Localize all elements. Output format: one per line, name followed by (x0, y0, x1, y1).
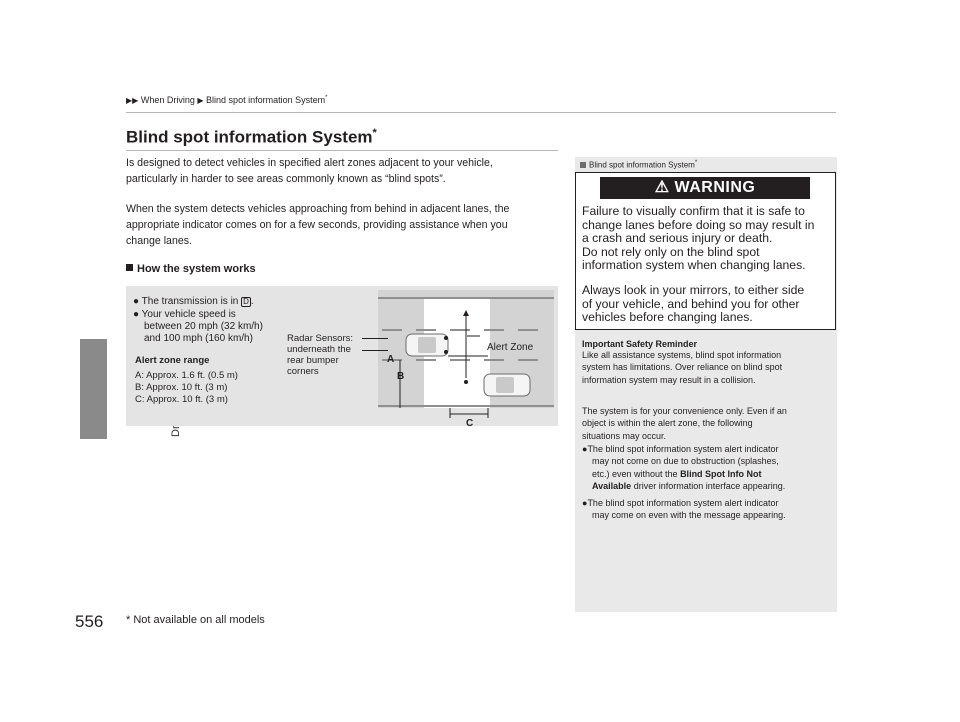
radar-sensor-label (287, 333, 353, 377)
condition-1 (133, 296, 254, 308)
bullet-dot-icon: ● (582, 498, 588, 508)
sensor-dot (444, 336, 448, 340)
sensor-dot (444, 350, 448, 354)
sidebar-bullet-1 (582, 443, 832, 493)
alert-range-c: C: Approx. 10 ft. (3 m) (135, 394, 228, 405)
bullet-line: etc.) even without the (592, 468, 681, 479)
breadcrumb-level1[interactable]: When Driving (140, 95, 195, 105)
breadcrumb-arrow-icon: ▶▶ (126, 96, 139, 105)
radar-label-line: Radar Sensors: (287, 333, 354, 344)
section-tab (80, 339, 107, 439)
alert-range-heading: Alert zone range (135, 355, 210, 366)
radar-label-line: corners (287, 366, 319, 377)
condition-2 (133, 309, 263, 345)
warning-line: Always look in your mirrors, to either side (582, 283, 805, 297)
radar-label-line: rear bumper (287, 355, 339, 366)
intro-paragraph-1 (126, 155, 556, 187)
approaching-car (484, 374, 530, 396)
breadcrumb (126, 95, 327, 105)
radar-leader-line (362, 350, 388, 351)
warning-text-2 (582, 284, 832, 325)
warning-line: vehicles before changing lanes. (582, 310, 753, 324)
sidebar-reference (580, 160, 697, 170)
para-line: situations may occur. (582, 430, 667, 441)
alert-range (135, 355, 238, 406)
alert-range-a: A: Approx. 1.6 ft. (0.5 m) (135, 370, 238, 381)
intro-line: appropriate indicator comes on for a few seconds, providing assistance when you (126, 219, 508, 231)
breadcrumb-arrow-icon: ▶ (197, 96, 204, 105)
subheading-text: How the system works (137, 263, 256, 275)
warning-line: a crash and serious injury or death. (582, 231, 773, 245)
subheading (126, 263, 256, 275)
reminder-line: information system may result in a collision. (582, 374, 756, 385)
intro-line: Is designed to detect vehicles in specified alert zones adjacent to your vehicle, (126, 157, 493, 169)
convenience-paragraph (582, 405, 832, 442)
bullet-line: may not come on due to obstruction (splashes, (592, 456, 779, 467)
own-car (406, 334, 448, 356)
bullet-bold: Blind Spot Info Not (680, 468, 762, 479)
letter-c: C (466, 418, 474, 429)
footnote: * Not available on all models (126, 614, 265, 626)
sidebar-reference-text: Blind spot information System (589, 160, 695, 170)
bullet-dot-icon: ● (133, 296, 140, 307)
bullet-dot-icon: ● (133, 309, 140, 320)
page-title-star: * (372, 127, 377, 139)
condition-1-post: . (250, 296, 254, 307)
header-rule (126, 112, 836, 113)
alert-range-b: B: Approx. 10 ft. (3 m) (135, 382, 228, 393)
intro-paragraph-2 (126, 201, 556, 249)
bullet-line: The blind spot information system alert indicator (587, 498, 779, 508)
warning-line: Do not rely only on the blind spot (582, 244, 760, 259)
condition-2-line: between 20 mph (32 km/h) (144, 321, 263, 332)
bullet-dot-icon: ● (582, 444, 588, 454)
warning-header (600, 177, 810, 199)
condition-1-text: The transmission is in (141, 296, 239, 307)
gear-d-key: D (243, 297, 249, 306)
breadcrumb-star: * (325, 95, 328, 101)
alert-zone-label: Alert Zone (487, 342, 534, 353)
para-line: The system is for your convenience only. Even if an (582, 406, 787, 416)
reminder-line: system has limitations. Over reliance on blind spot (582, 362, 783, 373)
intro-line: When the system detects vehicles approaching from behind in adjacent lanes, the (126, 203, 510, 215)
para-line: object is within the alert zone, the following (582, 418, 753, 429)
square-bullet-icon (126, 264, 133, 271)
warning-line: change lanes before doing so may result in (582, 217, 815, 232)
section-tab-label-wrap (80, 0, 107, 100)
radar-leader-line (362, 338, 388, 339)
condition-2-line: Your vehicle speed is (141, 309, 236, 320)
safety-reminder-heading: Important Safety Reminder (582, 339, 698, 349)
bullet-line: The blind spot information system alert indicator (587, 444, 779, 454)
reference-icon (580, 162, 586, 168)
reminder-line: Like all assistance systems, blind spot information (582, 350, 782, 360)
radar-label-line: underneath the (287, 344, 351, 355)
sidebar-reference-star: * (694, 160, 698, 166)
road-diagram (370, 288, 558, 438)
warning-label: WARNING (674, 179, 756, 196)
bullet-bold: Available (592, 481, 632, 492)
page-number: 556 (75, 612, 104, 631)
safety-reminder (582, 339, 832, 386)
zone-arrow-end (464, 380, 468, 384)
breadcrumb-level2[interactable]: Blind spot information System (206, 95, 326, 105)
condition-2-line: and 100 mph (160 km/h) (144, 333, 253, 344)
page-title-text: Blind spot information System (126, 127, 373, 147)
warning-line: of your vehicle, and behind you for other (582, 296, 800, 311)
sidebar-bullet-2 (582, 497, 832, 522)
warning-triangle-icon: ⚠ (654, 179, 670, 196)
page-title (126, 127, 377, 148)
warning-line: information system when changing lanes. (582, 258, 806, 272)
intro-line: particularly in harder to see areas commonly known as “blind spots”. (126, 173, 446, 185)
warning-text-1 (582, 205, 832, 273)
letter-a: A (387, 354, 395, 365)
title-rule (126, 150, 558, 151)
intro-line: change lanes. (126, 235, 192, 247)
bullet-line: driver information interface appearing. (631, 481, 786, 492)
warning-line: Failure to visually confirm that it is safe to (582, 204, 805, 218)
bullet-line: may come on even with the message appearing. (592, 510, 786, 521)
letter-b: B (397, 371, 405, 382)
